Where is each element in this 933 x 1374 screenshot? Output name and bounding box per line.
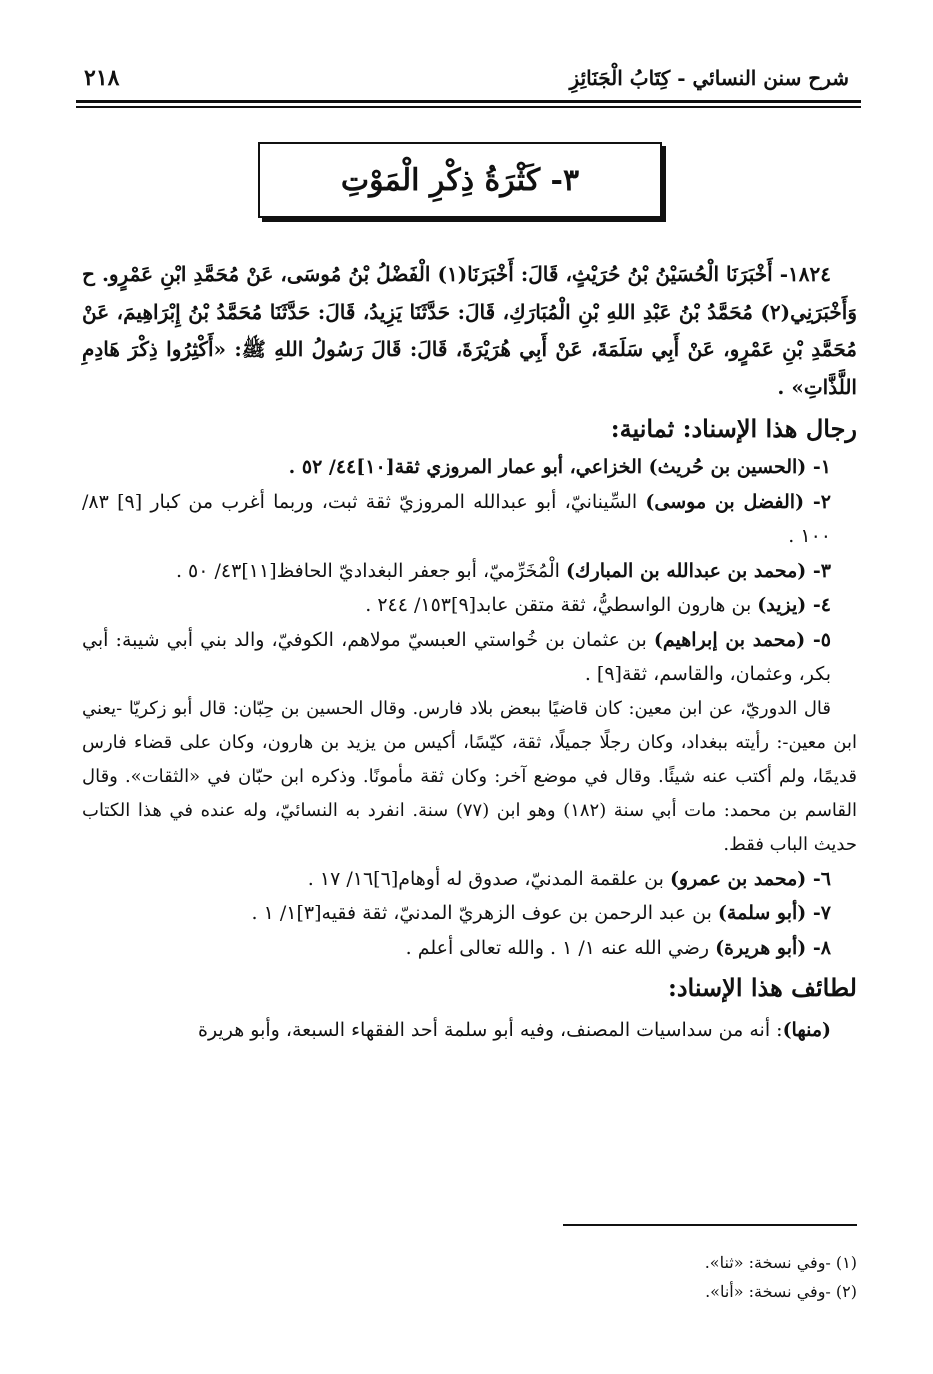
narrator-details: الْمُخَرِّميّ، أبو جعفر البغداديّ الحافظ[١١]٤٣/ ٥٠ .	[175, 559, 566, 582]
narrator-name: ٧- (أبو سلمة)	[717, 902, 831, 924]
narrator-item	[82, 862, 857, 897]
footnote: (١) -وفي نسخة: «ثنا».	[704, 1253, 857, 1272]
lataif-label: (منها)	[782, 1019, 831, 1041]
footnote-separator	[563, 1224, 857, 1226]
chapter-title-box	[258, 142, 662, 218]
narrator-item	[82, 450, 857, 485]
narrator-name: ٥- (محمد بن إبراهيم)	[653, 628, 831, 651]
footnote: (٢) -وفي نسخة: «أنا».	[705, 1282, 857, 1301]
chapter-title: ٣- كَثْرَةُ ذِكْرِ الْمَوْتِ	[340, 162, 580, 198]
lataif-heading: لطائف هذا الإسناد:	[667, 973, 857, 1002]
narrator-details: بن عبد الرحمن بن عوف الزهريّ المدنيّ، ثقة فقيه[٣]١/ ١ .	[251, 902, 718, 924]
header-rule	[76, 100, 861, 108]
rijal-heading: رجال هذا الإسناد: ثمانية:	[610, 414, 857, 443]
lataif-paragraph	[82, 1013, 857, 1047]
narrator-details: بن علقمة المدنيّ، صدوق له أوهام[٦]١٦/ ١٧ .	[307, 867, 670, 890]
narrator-name: ٢- (الفضل بن موسى)	[645, 490, 832, 513]
narrator-name: ١- (الحسين بن حُريث) الخزاعي، أبو عمار المروزي ثقة[١٠]٤٤/ ٥٢ .	[288, 456, 831, 478]
narrator-item	[82, 623, 857, 692]
narrator-commentary: قال الدوريّ، عن ابن معين: كان قاضيًا ببعض بلاد فارس. وقال الحسين بن حِبّان: قال أبو زكريّا -يعني ابن معين-: رأيته ببغداد، وكان رجلًا جميلًا، ثقة، كيّسًا، أكيس من يزيد بن هارون، وكان على قضاء فارس قديمًا، ولم أكتب عنه شيئًا. وقال في موضع آخر: وكان ثقة مأمونًا. وذكره ابن حبّان في «الثقات». وقال القاسم بن محمد: مات أبي سنة (١٨٢) وهو ابن (٧٧) سنة. انفرد به النسائيّ، وله عنده في هذا الكتاب حديث الباب فقط.	[82, 697, 857, 855]
narrator-item	[82, 588, 857, 623]
narrator-details: بن عثمان بن خُواستي العبسيّ مولاهم، الكوفيّ، والد بني أبي شيبة: أبي بكر، وعثمان، والقاسم، ثقة[٩] .	[82, 628, 831, 685]
main-content	[82, 256, 857, 1047]
narrator-name: ٨- (أبو هريرة)	[715, 936, 831, 959]
narrator-name: ٤- (يزيد)	[757, 594, 831, 616]
footnotes	[705, 1248, 857, 1306]
narrator-item	[82, 485, 857, 554]
narrator-details: السِّينانيّ، أبو عبدالله المروزيّ ثقة ثبت، وربما أغرب من كبار [٩] ٨٣/ ١٠٠ .	[82, 490, 831, 547]
narrator-name: ٦- (محمد بن عمرو)	[669, 867, 831, 890]
header-rule-thick	[76, 100, 861, 103]
narrator-name: ٣- (محمد بن عبدالله بن المبارك)	[565, 559, 831, 582]
hadith-text: ١٨٢٤- أَخْبَرَنَا الْحُسَيْنُ بْنُ حُرَيْثٍ، قَالَ: أَخْبَرَنَا(١) الْفَضْلُ بْنُ مُوسَى، عَنْ مُحَمَّدِ ابْنِ عَمْرٍو. ح وَأَخْبَرَنِي(٢) مُحَمَّدُ بْنُ عَبْدِ اللهِ بْنِ الْمُبَارَكِ، قَالَ: حَدَّثَنَا يَزِيدُ، قَالَ: حَدَّثَنَا مُحَمَّدُ بْنُ إِبْرَاهِيمَ، عَنْ مُحَمَّدِ بْنِ عَمْرٍو، عَنْ أَبِي سَلَمَةَ، عَنْ أَبِي هُرَيْرَةَ، قَالَ: قَالَ رَسُولُ اللهِ ﷺ: «أَكْثِرُوا ذِكْرَ هَادِمِ اللَّذَّاتِ» .	[82, 262, 857, 399]
book-title: شرح سنن النسائي - كِتَابُ الْجَنَائِزِ	[569, 66, 849, 90]
narrator-details: رضي الله عنه ١/ ١ . والله تعالى أعلم .	[405, 936, 716, 959]
narrator-item	[82, 931, 857, 966]
running-head	[84, 58, 849, 98]
narrator-details: بن هارون الواسطيُّ، ثقة متقن عابد[٩]١٥٣/ ٢٤٤ .	[365, 594, 758, 616]
narrator-list	[82, 450, 857, 692]
page-number: ٢١٨	[84, 65, 120, 91]
narrator-item	[82, 896, 857, 931]
narrator-list-continued	[82, 862, 857, 966]
header-rule-thin	[76, 106, 861, 108]
narrator-item	[82, 554, 857, 589]
lataif-text: : أنه من سداسيات المصنف، وفيه أبو سلمة أحد الفقهاء السبعة، وأبو هريرة	[197, 1019, 783, 1041]
